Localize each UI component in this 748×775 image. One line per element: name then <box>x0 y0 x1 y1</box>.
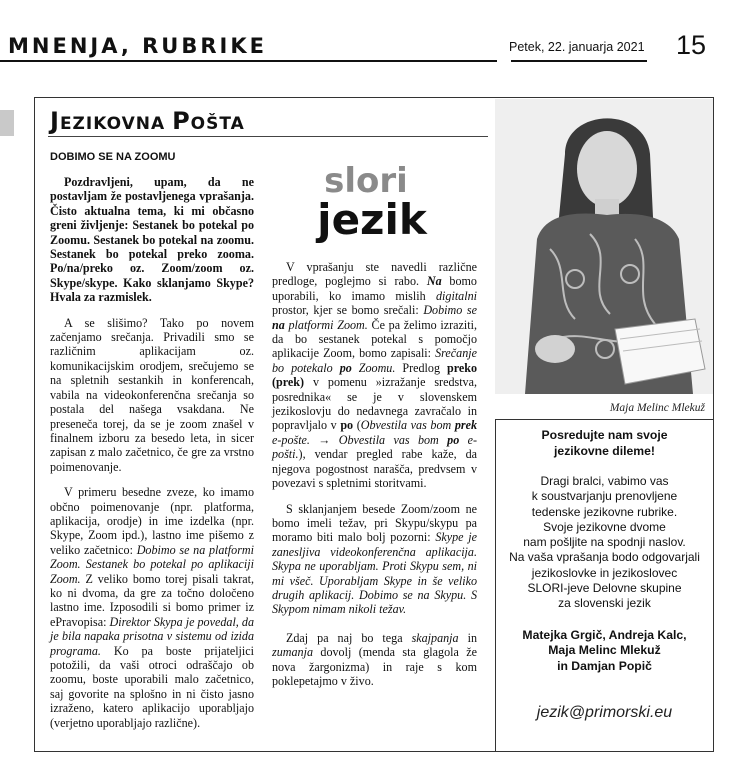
title-rest-1: EZIKOVNA <box>59 114 173 134</box>
sidebar-line: k soustvarjanju prenovljene <box>531 489 678 504</box>
text-run: Obvestila vas bom <box>360 418 455 433</box>
author-portrait-illustration <box>495 99 713 394</box>
text-run: Dobimo se <box>423 303 477 318</box>
paragraph <box>50 175 254 305</box>
text-run: prostor, kjer se bomo srečali: <box>272 303 424 318</box>
sidebar-line: Dragi bralci, vabimo vas <box>540 474 669 488</box>
sidebar-line: jezikovne dileme! <box>554 443 655 458</box>
text-run: Ko pa boste prijateljici potožili, da vaši otroci odraščajo ob zoomu, boste uporabili malo začetnico, saj govorite na splošno in ni čisto jasno izraženo, katero aplikacijo uporabljajo (verjetno uporabljajo različne). <box>50 643 254 730</box>
article-column-2 <box>272 260 477 699</box>
column-title <box>50 107 245 135</box>
text-run: Z veliko bomo torej pisali takrat, ko ni dvoma, da gre za točno določeno lastno ime. Izposodili si bomo primer iz ePravopisa: <box>50 571 254 629</box>
page-header <box>0 0 748 66</box>
text-run: preko (prek) <box>272 360 477 390</box>
logo-text-slori: slori <box>324 161 408 201</box>
sidebar-line: za slovenski jezik <box>558 596 651 611</box>
paragraph <box>272 502 477 617</box>
slori-jezik-logo <box>300 160 450 245</box>
title-rest-2: OŠTA <box>190 114 245 134</box>
text-run: po <box>340 418 354 433</box>
author-photo <box>495 99 713 394</box>
text-run: Pozdravljeni, upam, da ne postavljam že postavljenega vprašanja. Čisto aktualna tema, ki mi občasno greni življenje: Sestanek bo potekal po Zoomu. Sestanek bo potekal na zoomu. Sestanek bo potekal preko zooma. Po/na/preko oz. Zoom/zoom oz. Skype/skype. Kako sklanjamo Skype? Hvala za razmislek. <box>50 175 254 305</box>
text-run: A se slišimo? Tako po novem začenjamo srečanja. Privadili smo se različnim aplikacijam oz. komunikacijskim orodjem, srečujemo se na spletnih sestankih in konferencah, vabila na videokonferenčna srečanja so postala del našega vsakdana. Ne preseneča torej, da se je zoom znašel v finalnem izboru za besedo leta, in sicer zapisan z malo začetnico, če gre za vrstno poimenovanje. <box>50 315 254 474</box>
text-run: zumanja <box>272 645 313 660</box>
sidebar-names <box>497 628 712 675</box>
article-column-1 <box>50 175 254 741</box>
text-run: dovolj (menda sta glagola že nova žargonizma) in raje s kom poklepetajmo v živo. <box>272 645 477 688</box>
sidebar-line: Maja Melinc Mlekuž <box>548 643 661 658</box>
text-run: Zoomu. <box>351 360 396 375</box>
text-run: V vprašanju ste navedli različne predloge, poglejmo si rabo. <box>272 260 477 289</box>
text-run: Skype je zanesljiva videokonferenčna aplikacija. Skypa ne uporabljam. Proti Skypu sem, ni mi všeč. Uporabljam Skype in še veliko drugih aplikacij. Dobimo se na Skypu. S Skypom nimam nikoli težav. <box>272 530 477 617</box>
sidebar-line: nam pošljite na spodnji naslov. <box>523 535 686 550</box>
text-run: e-pošte. → Obvestila vas bom <box>272 432 448 447</box>
text-run: bomo uporabili, ko imamo mislih <box>272 274 477 303</box>
text-run: po <box>339 360 352 375</box>
text-run: skajpanja <box>411 630 459 645</box>
text-run: Če pa želimo izraziti, da bo sestanek potekal s pomočjo aplikacije Zoom, bomo zapisali: <box>272 317 477 361</box>
contact-email-link[interactable]: jezik@primorski.eu <box>536 704 673 722</box>
paragraph <box>272 260 477 491</box>
text-run: digitalni <box>436 288 477 303</box>
header-rule-right <box>511 60 647 62</box>
text-run: V primeru besedne zveze, ko imamo občno poimenovanje (npr. platforma, aplikacija, orodje) in ime izdelka (npr. Skype, Zoom ipd.), lastno ime pišemo z veliko začetnico: <box>50 485 254 557</box>
text-run: e-pošti. <box>272 432 477 462</box>
sidebar-line: tedenske jezikovne rubrike. <box>531 504 678 519</box>
title-initial-2: P <box>172 107 191 135</box>
text-run: Na <box>426 274 442 289</box>
sidebar-line: in Damjan Popič <box>557 658 652 673</box>
title-initial-1: J <box>50 107 60 135</box>
title-underline <box>48 136 488 137</box>
sidebar-line: SLORI-jeve Delovne skupine <box>527 581 682 596</box>
sidebar-line: Posredujte nam svoje <box>541 428 668 442</box>
sidebar-content <box>497 428 712 722</box>
sidebar-title <box>497 428 712 459</box>
text-run: Dobimo se na platformi Zoom. Sestanek bo potekal po aplikaciji Zoom. <box>50 542 254 586</box>
gutter-bar <box>0 110 14 136</box>
text-run: Predlog <box>395 360 447 375</box>
sidebar-body <box>497 474 712 612</box>
logo-text-jezik: jezik <box>317 195 427 244</box>
sidebar-line: jezikoslovke in jezikoslovec <box>531 565 678 580</box>
section-title: MNENJA, RUBRIKE <box>8 34 267 58</box>
text-run: po <box>447 432 460 447</box>
article-subheading: DOBIMO SE NA ZOOMU <box>50 151 176 163</box>
text-run: v pomenu »izražanje sredstva, posrednika« se je v slovenskem jezikoslovju do nedavnega zavračalo in popravljalo v <box>272 375 477 433</box>
text-run: Direktor Skypa je povedal, da je bila napaka prisotna v sistemu od izida programa. <box>50 614 254 658</box>
header-rule-left <box>0 60 497 62</box>
text-run: S sklanjanjem besede Zoom/zoom ne bomo imeli težav, pri Skypu/skypu pa moramo biti malo bolj pozorni: <box>272 501 477 545</box>
paragraph <box>272 631 477 689</box>
paragraph <box>50 485 254 730</box>
text-run: Zdaj pa naj bo tega <box>286 630 412 645</box>
text-run: ( <box>353 418 361 433</box>
sidebar-line: Svoje jezikovne dvome <box>543 519 666 534</box>
text-run: prek <box>454 418 477 433</box>
text-run: in <box>458 630 477 645</box>
photo-caption: Maja Melinc Mlekuž <box>609 402 705 414</box>
sidebar-line: Na vaša vprašanja bodo odgovarjali <box>509 550 700 565</box>
text-run: Srečanje bo potekalo <box>272 346 477 375</box>
page-number: 15 <box>676 30 707 60</box>
text-run: ), vendar pregled rabe kaže, da njegova pogostnost narašča, predvsem v povezavi s spletnimi storitvami. <box>272 447 477 491</box>
text-run: na <box>272 317 285 332</box>
text-run: platformi Zoom. <box>284 317 368 332</box>
issue-date: Petek, 22. januarja 2021 <box>509 40 645 54</box>
sidebar-line: Matejka Grgič, Andreja Kalc, <box>522 627 687 642</box>
paragraph <box>50 316 254 474</box>
